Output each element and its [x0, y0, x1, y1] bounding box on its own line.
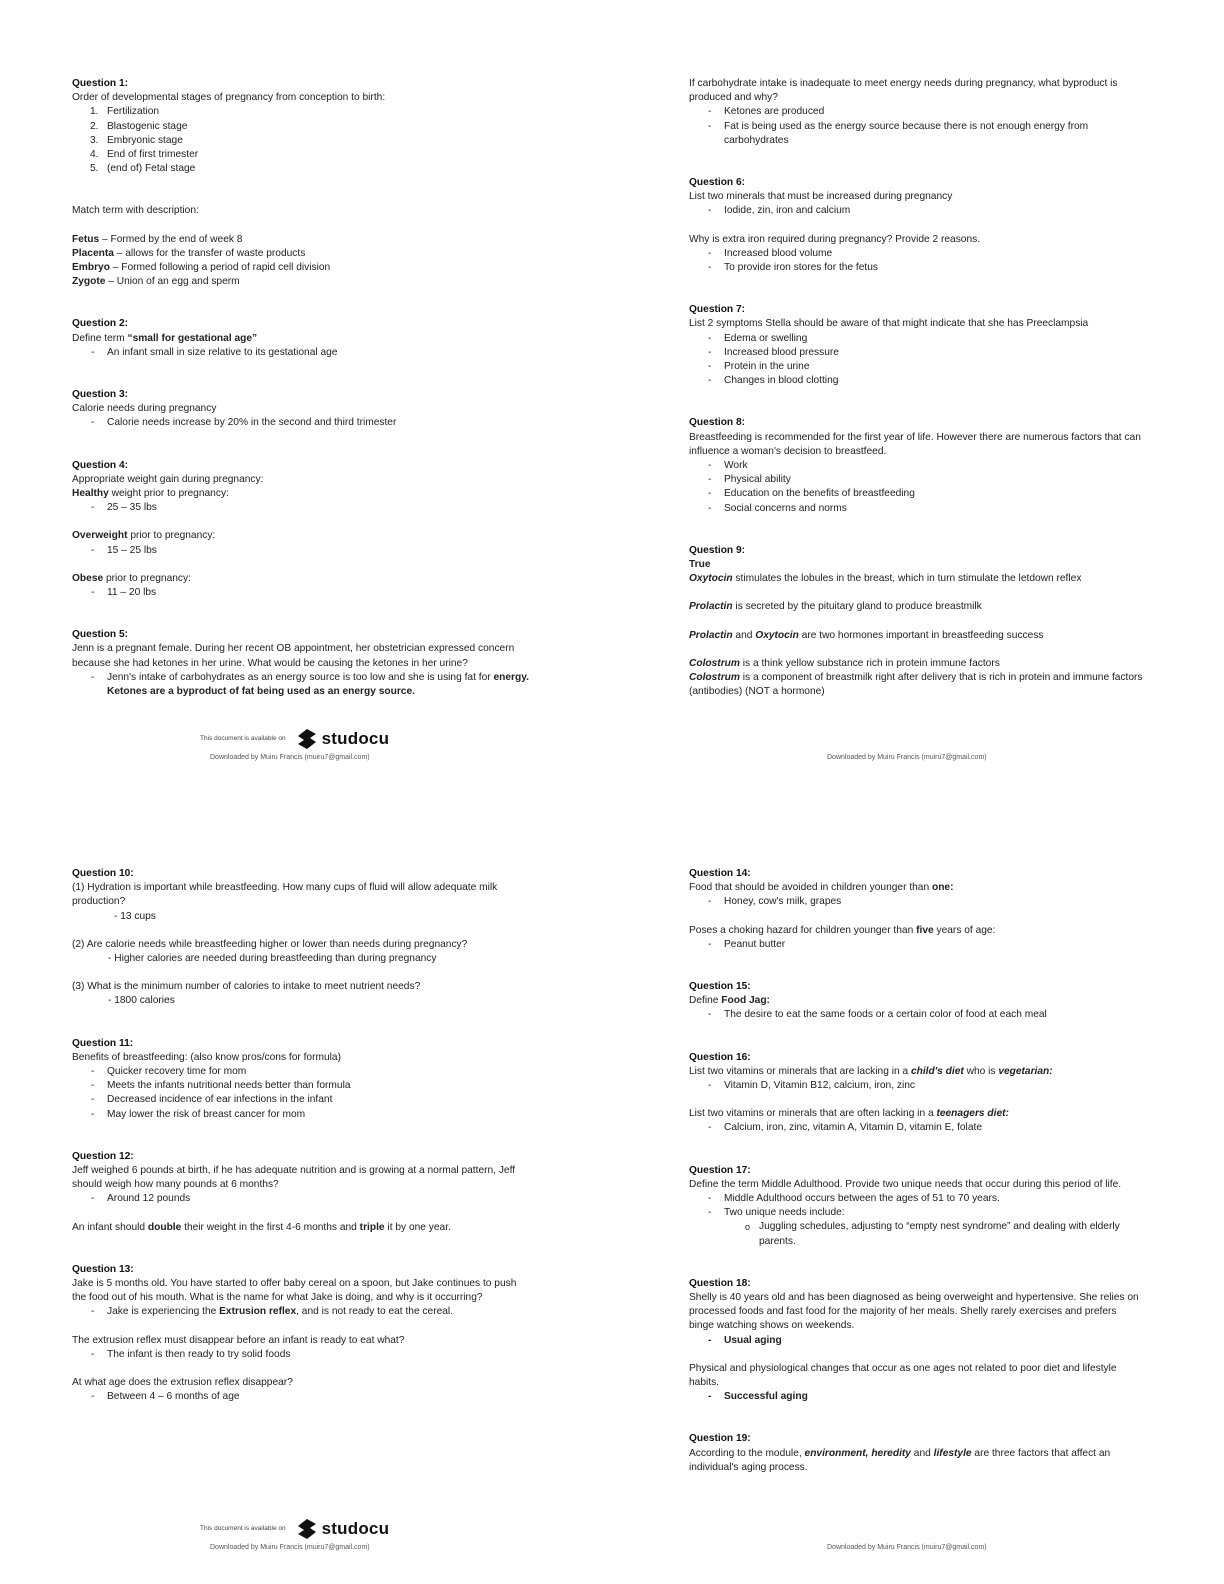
- q6-title: Question 6:: [689, 177, 746, 189]
- q10-a1: - 13 cups: [114, 910, 156, 922]
- q15-title: Question 15:: [689, 981, 751, 993]
- studocu-brand: [200, 728, 389, 750]
- q2-answer: - An infant small in size relative to its gestational age: [72, 346, 542, 360]
- list-item: - Edema or swelling: [689, 332, 1144, 346]
- q5-prompt: Jenn is a pregnant female. During her recent OB appointment, her obstetrician expressed concern because she had ketones in her urine. What would be causing the ketones in her urine?: [72, 643, 515, 669]
- list-item: - Work: [689, 459, 1144, 473]
- q10-title: Question 10:: [72, 868, 134, 879]
- download-footer: Downloaded by Muiru Francis (muiru7@gmail.com): [210, 754, 370, 761]
- list-item: - Physical ability: [689, 473, 1144, 487]
- q4-healthy: Healthy weight prior to pregnancy:: [72, 488, 229, 500]
- studocu-logo-icon: [296, 1518, 318, 1540]
- q14-a2: - Peanut butter: [689, 938, 1139, 952]
- q10-a2: - Higher calories are needed during breastfeeding than during pregnancy: [108, 953, 437, 965]
- q5-answer: - Jenn's intake of carbohydrates as an energy source is too low and she is using fat for energy. Ketones are a byproduct of fat being used as an energy source.: [72, 671, 542, 699]
- list-item: - Changes in blood clotting: [689, 374, 1144, 388]
- q13-a3: - Between 4 – 6 months of age: [72, 1390, 527, 1404]
- q14-a1: - Honey, cow's milk, grapes: [689, 895, 1139, 909]
- term-embryo: Embryo – Formed following a period of rapid cell division: [72, 262, 331, 274]
- q12-answer: - Around 12 pounds: [72, 1192, 527, 1206]
- q16-a2: - Calcium, iron, zinc, vitamin A, Vitamin D, vitamin E, folate: [689, 1121, 1139, 1135]
- page1-left-column: [72, 77, 542, 699]
- q3-title: Question 3:: [72, 389, 129, 401]
- q4-overweight-answer: - 15 – 25 lbs: [72, 544, 542, 558]
- q17-title: Question 17:: [689, 1164, 751, 1176]
- q14-title: Question 14:: [689, 868, 751, 879]
- q5b-prompt: If carbohydrate intake is inadequate to meet energy needs during pregnancy, what byproduct is produced and why?: [689, 78, 1118, 104]
- q19-title: Question 19:: [689, 1433, 751, 1445]
- list-item: - Increased blood volume: [689, 247, 1144, 261]
- list-item: - May lower the risk of breast cancer for mom: [72, 1108, 527, 1122]
- q4-title: Question 4:: [72, 459, 129, 471]
- studocu-logo-icon: [296, 728, 318, 750]
- list-item: - Protein in the urine: [689, 360, 1144, 374]
- page2-left-column: [72, 867, 527, 1404]
- q13-prompt: Jake is 5 months old. You have started to offer baby cereal on a spoon, but Jake continues to push the food out of his mouth. What is the name for what Jake is doing, and why is it occurring?: [72, 1278, 517, 1304]
- q9-s4: Colostrum is a think yellow substance rich in protein immune factors: [689, 657, 1000, 669]
- q10-p2: (2) Are calorie needs while breastfeeding higher or lower than needs during pregnancy?: [72, 938, 468, 950]
- q7-prompt: List 2 symptoms Stella should be aware of that might indicate that she has Preeclampsia: [689, 318, 1089, 330]
- q17-prompt: Define the term Middle Adulthood. Provide two unique needs that occur during this period of life.: [689, 1178, 1122, 1190]
- list-item: - Fat is being used as the energy source because there is not enough energy from carbohydrates: [689, 120, 1144, 148]
- q16-a1: - Vitamin D, Vitamin B12, calcium, iron, zinc: [689, 1079, 1139, 1093]
- list-item: - Increased blood pressure: [689, 346, 1144, 360]
- list-item: 5. (end of) Fetal stage: [90, 163, 196, 175]
- download-footer: Downloaded by Muiru Francis (muiru7@gmail.com): [827, 1544, 987, 1551]
- q13-a2: - The infant is then ready to try solid foods: [72, 1348, 527, 1362]
- term-fetus: Fetus – Formed by the end of week 8: [72, 233, 243, 245]
- q6-answer: - Iodide, zin, iron and calcium: [689, 204, 1144, 218]
- q17-sub-item: o Juggling schedules, adjusting to “empty nest syndrome” and dealing with elderly parents.: [689, 1220, 1139, 1248]
- q13-p3: At what age does the extrusion reflex disappear?: [72, 1377, 293, 1389]
- list-item: 1. Fertilization: [90, 106, 160, 118]
- q1-title: Question 1:: [72, 78, 129, 89]
- q9-s3: Prolactin and Oxytocin are two hormones important in breastfeeding success: [689, 629, 1044, 641]
- q6-prompt2: Why is extra iron required during pregnancy? Provide 2 reasons.: [689, 233, 981, 245]
- page2-right-column: [689, 867, 1139, 1475]
- q5-title: Question 5:: [72, 629, 129, 641]
- q11-title: Question 11:: [72, 1037, 134, 1049]
- list-item: - Ketones are produced: [689, 105, 1144, 119]
- q2-prompt: Define term “small for gestational age”: [72, 332, 258, 344]
- q10-p3: (3) What is the minimum number of calories to intake to meet nutrient needs?: [72, 981, 421, 993]
- q8-title: Question 8:: [689, 417, 746, 429]
- studocu-wordmark: studocu: [321, 728, 390, 748]
- q18-title: Question 18:: [689, 1277, 751, 1289]
- q14-p2: Poses a choking hazard for children younger than five years of age:: [689, 924, 996, 936]
- q12-prompt: Jeff weighed 6 pounds at birth, if he has adequate nutrition and is growing at a normal pattern, Jeff should weigh how many pounds at 6 months?: [72, 1165, 516, 1191]
- q8-prompt: Breastfeeding is recommended for the first year of life. However there are numerous factors that can influence a woman's decision to breastfeed.: [689, 431, 1141, 457]
- q18-a1: - Usual aging: [689, 1334, 1139, 1348]
- q12-title: Question 12:: [72, 1150, 134, 1162]
- list-item: - Middle Adulthood occurs between the ages of 51 to 70 years.: [689, 1192, 1139, 1206]
- q4-prompt: Appropriate weight gain during pregnancy:: [72, 473, 264, 485]
- q18-prompt: Shelly is 40 years old and has been diagnosed as being overweight and hypertensive. She relies on processed foods and fast food for the majority of her meals. Shelly rarely exercises and prefers binge watching shows on weekends.: [689, 1292, 1139, 1332]
- q6-prompt: List two minerals that must be increased during pregnancy: [689, 191, 953, 203]
- q16-title: Question 16:: [689, 1051, 751, 1063]
- q7-title: Question 7:: [689, 304, 746, 316]
- q11-prompt: Benefits of breastfeeding: (also know pros/cons for formula): [72, 1051, 341, 1063]
- list-item: 4. End of first trimester: [90, 149, 199, 161]
- q13-title: Question 13:: [72, 1263, 134, 1275]
- list-item: - Decreased incidence of ear infections in the infant: [72, 1093, 527, 1107]
- list-item: - Two unique needs include:: [689, 1206, 1139, 1220]
- q4-overweight: Overweight prior to pregnancy:: [72, 530, 216, 542]
- q1-stage-list: [72, 105, 542, 176]
- studocu-wordmark: studocu: [321, 1518, 390, 1538]
- q12-note: An infant should double their weight in the first 4-6 months and triple it by one year.: [72, 1221, 451, 1233]
- q15-answer: - The desire to eat the same foods or a certain color of food at each meal: [689, 1008, 1139, 1022]
- list-item: - Social concerns and norms: [689, 502, 1144, 516]
- q9-s2: Prolactin is secreted by the pituitary gland to produce breastmilk: [689, 601, 982, 613]
- q4-healthy-answer: - 25 – 35 lbs: [72, 501, 542, 515]
- q9-title: Question 9:: [689, 544, 746, 556]
- q10-a3: - 1800 calories: [108, 995, 175, 1007]
- q9-true-label: True: [689, 559, 711, 571]
- q15-prompt: Define Food Jag:: [689, 995, 770, 1007]
- q13-answer: - Jake is experiencing the Extrusion reflex, and is not ready to eat the cereal.: [72, 1305, 527, 1319]
- q16-p1: List two vitamins or minerals that are lacking in a child's diet who is vegetarian:: [689, 1065, 1053, 1077]
- q3-prompt: Calorie needs during pregnancy: [72, 403, 217, 415]
- list-item: - Quicker recovery time for mom: [72, 1065, 527, 1079]
- term-zygote: Zygote – Union of an egg and sperm: [72, 276, 240, 288]
- list-item: - Education on the benefits of breastfeeding: [689, 487, 1144, 501]
- available-text: This document is available on: [200, 1524, 286, 1532]
- download-footer: Downloaded by Muiru Francis (muiru7@gmail.com): [827, 754, 987, 761]
- q4-obese: Obese prior to pregnancy:: [72, 572, 191, 584]
- q2-title: Question 2:: [72, 318, 129, 330]
- download-footer: Downloaded by Muiru Francis (muiru7@gmail.com): [210, 1544, 370, 1551]
- q9-s5: Colostrum is a component of breastmilk right after delivery that is rich in protein and immune factors (antibodies) (NOT a hormone): [689, 672, 1143, 698]
- q3-answer: - Calorie needs increase by 20% in the second and third trimester: [72, 416, 542, 430]
- q19-prompt: According to the module, environment, heredity and lifestyle are three factors that affect an individual's aging process.: [689, 1447, 1111, 1473]
- q1-prompt: Order of developmental stages of pregnancy from conception to birth:: [72, 92, 386, 104]
- q16-p2: List two vitamins or minerals that are often lacking in a teenagers diet:: [689, 1108, 1009, 1120]
- q18-a2: - Successful aging: [689, 1390, 1139, 1404]
- term-placenta: Placenta – allows for the transfer of waste products: [72, 247, 306, 259]
- list-item: - Meets the infants nutritional needs better than formula: [72, 1079, 527, 1093]
- studocu-brand: [200, 1518, 389, 1540]
- available-text: This document is available on: [200, 734, 286, 742]
- q18-p2: Physical and physiological changes that occur as one ages not related to poor diet and lifestyle habits.: [689, 1362, 1117, 1389]
- q1-match-prompt: Match term with description:: [72, 205, 199, 217]
- q13-p2: The extrusion reflex must disappear before an infant is ready to eat what?: [72, 1334, 405, 1346]
- list-item: - To provide iron stores for the fetus: [689, 261, 1144, 275]
- q10-p1: (1) Hydration is important while breastfeeding. How many cups of fluid will allow adequate milk production?: [72, 882, 498, 908]
- page1-right-column: [689, 77, 1144, 700]
- q14-p1: Food that should be avoided in children younger than one:: [689, 882, 954, 894]
- q4-obese-answer: - 11 – 20 lbs: [72, 586, 542, 600]
- list-item: 2. Blastogenic stage: [90, 120, 188, 132]
- list-item: 3. Embryonic stage: [90, 134, 183, 146]
- q9-s1: Oxytocin stimulates the lobules in the breast, which in turn stimulate the letdown reflex: [689, 573, 1082, 585]
